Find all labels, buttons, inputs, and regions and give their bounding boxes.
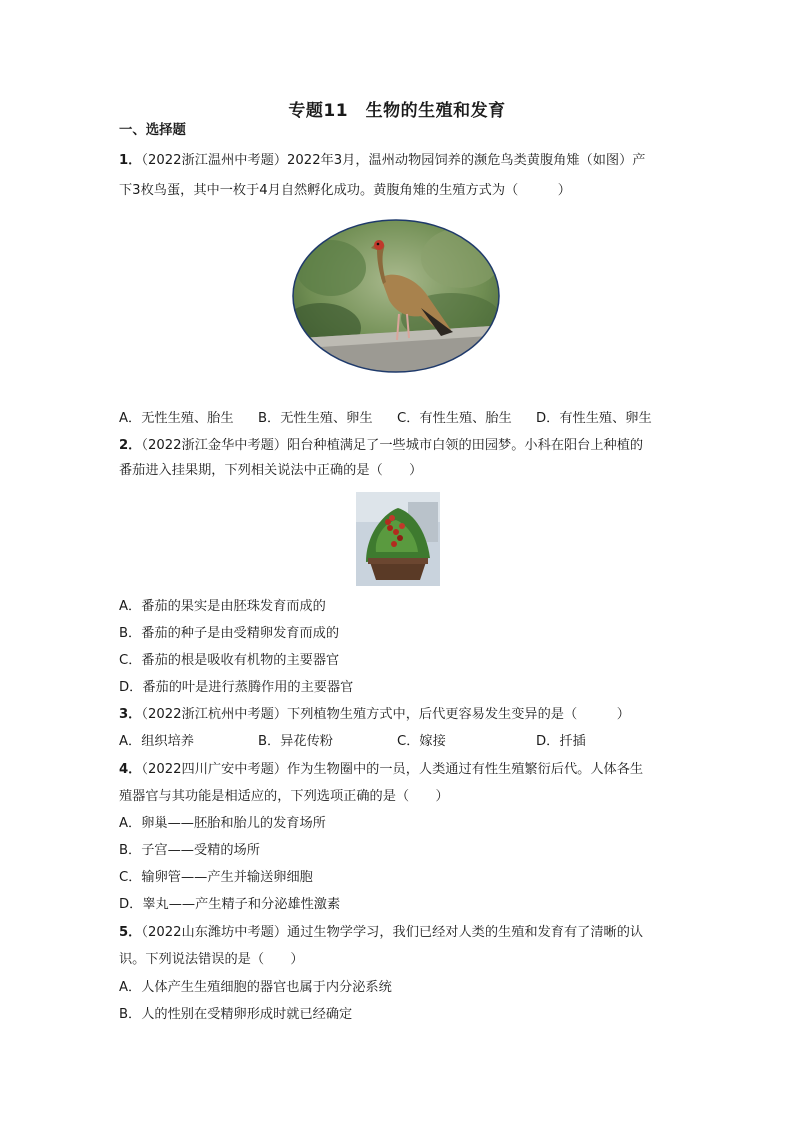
q1-option-b: B．无性生殖、卵生: [258, 411, 373, 426]
q2-option-b: B．番茄的种子是由受精卵发育而成的: [119, 626, 340, 641]
question-2-number: 2．: [119, 438, 142, 453]
question-4-line-1: [119, 761, 679, 779]
q5-option-b: B．人的性别在受精卵形成时就已经确定: [119, 1007, 353, 1022]
question-4-text-1: （2022四川广安中考题）作为生物圈中的一员，人类通过有性生殖繁衍后代。人体各生: [141, 762, 644, 777]
q5-option-a: A．人体产生生殖细胞的器官也属于内分泌系统: [119, 980, 392, 995]
question-5-text-1: （2022山东潍坊中考题）通过生物学学习，我们已经对人类的生殖和发育有了清晰的认: [141, 925, 644, 940]
question-5-line-1: [119, 924, 679, 942]
question-3-text-1: （2022浙江杭州中考题）下列植物生殖方式中，后代更容易发生变异的是（ ）: [141, 707, 630, 722]
q1-option-d: D．有性生殖、卵生: [536, 411, 652, 426]
page-title: 专题11 生物的生殖和发育: [288, 101, 506, 121]
q3-option-d: D．扦插: [536, 734, 586, 749]
q2-option-c: C．番茄的根是吸收有机物的主要器官: [119, 653, 340, 668]
q2-option-a: A．番茄的果实是由胚珠发育而成的: [119, 599, 326, 614]
question-1-options: [119, 410, 679, 428]
q2-option-d: D．番茄的叶是进行蒸腾作用的主要器官: [119, 680, 354, 695]
q3-option-a: A．组织培养: [119, 734, 194, 749]
question-1-line-1: [119, 152, 679, 170]
q3-option-c: C．嫁接: [397, 734, 446, 749]
question-1-line-2: 下3枚鸟蛋，其中一枚于4月自然孵化成功。黄腹角雉的生殖方式为（ ）: [119, 183, 571, 198]
question-5-number: 5．: [119, 925, 142, 940]
question-2-line-2: 番茄进入挂果期，下列相关说法中正确的是（ ）: [119, 463, 423, 478]
question-3-options: [119, 733, 679, 751]
tomato-plant-photo: [356, 492, 440, 586]
bird-photo: [291, 218, 501, 374]
question-4-number: 4．: [119, 762, 142, 777]
q4-option-d: D．睾丸——产生精子和分泌雄性激素: [119, 897, 341, 912]
q4-option-b: B．子宫——受精的场所: [119, 843, 260, 858]
question-2-text-1: （2022浙江金华中考题）阳台种植满足了一些城市白领的田园梦。小科在阳台上种植的: [141, 438, 644, 453]
q4-option-c: C．输卵管——产生并输送卵细胞: [119, 870, 313, 885]
question-3-line-1: [119, 706, 679, 724]
q1-option-a: A．无性生殖、胎生: [119, 411, 234, 426]
question-3-number: 3．: [119, 707, 142, 722]
question-4-line-2: 殖器官与其功能是相适应的，下列选项正确的是（ ）: [119, 789, 449, 804]
q1-option-c: C．有性生殖、胎生: [397, 411, 512, 426]
question-5-line-2: 识。下列说法错误的是（ ）: [119, 952, 304, 967]
question-2-line-1: [119, 437, 679, 455]
question-1-text-1: （2022浙江温州中考题）2022年3月，温州动物园饲养的濒危鸟类黄腹角雉（如图）产: [141, 153, 646, 168]
section-heading: 一、选择题: [119, 123, 186, 138]
q4-option-a: A．卵巢——胚胎和胎儿的发育场所: [119, 816, 326, 831]
q3-option-b: B．异花传粉: [258, 734, 333, 749]
question-1-number: 1．: [119, 153, 142, 168]
